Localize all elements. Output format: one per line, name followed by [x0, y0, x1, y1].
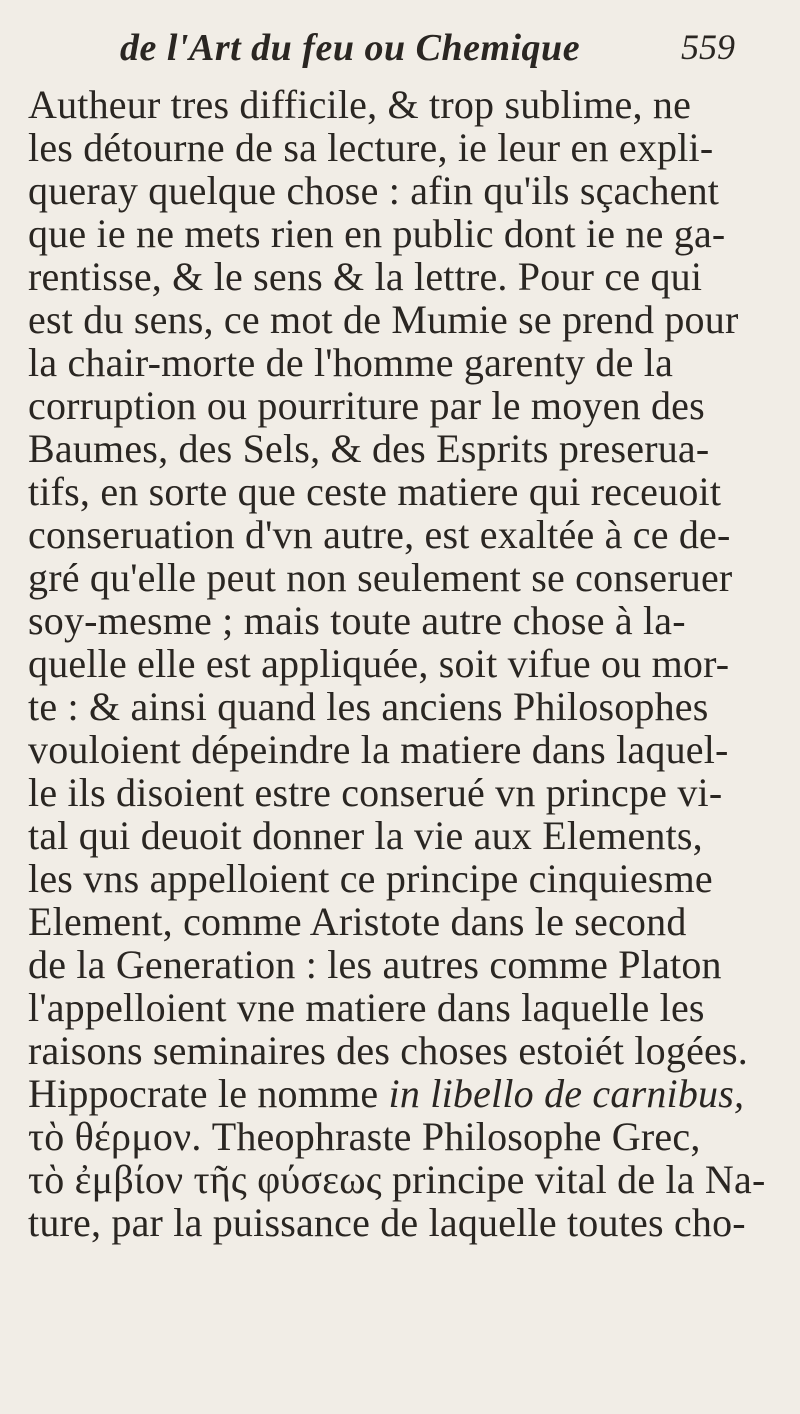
- text-line: rentisse, & le sens & la lettre. Pour ce qui: [28, 254, 703, 299]
- text-line: est du sens, ce mot de Mumie se prend pour: [28, 297, 739, 342]
- text-line: tifs, en sorte que ceste matiere qui receuoit: [28, 469, 722, 514]
- text-line: vouloient dépeindre la matiere dans laquel-: [28, 727, 729, 772]
- latin-title-italic: in libello de carnibus,: [388, 1071, 745, 1116]
- text-line: Autheur tres difficile, & trop sublime, ne: [28, 82, 692, 127]
- text-line: tal qui deuoit donner la vie aux Elements,: [28, 813, 703, 858]
- running-title: de l'Art du feu ou Chemique: [120, 27, 581, 69]
- text-line: quelle elle est appliquée, soit vifue ou mor-: [28, 641, 730, 686]
- text-line: ture, par la puissance de laquelle toutes cho-: [28, 1200, 746, 1245]
- text-line: [28, 1073, 744, 1115]
- page-number: 559: [681, 27, 735, 67]
- text-line: les vns appelloient ce principe cinquiesme: [28, 856, 713, 901]
- text-line: soy-mesme ; mais toute autre chose à la-: [28, 598, 686, 643]
- text-line: de la Generation : les autres comme Platon: [28, 942, 722, 987]
- text-line-start: Hippocrate le nomme: [28, 1071, 379, 1116]
- text-line: raisons seminaires des choses estoiét logées.: [28, 1028, 748, 1073]
- text-line: conseruation d'vn autre, est exaltée à ce de-: [28, 512, 731, 557]
- text-line: l'appelloient vne matiere dans laquelle les: [28, 985, 705, 1030]
- text-line: les détourne de sa lecture, ie leur en expli-: [28, 125, 714, 170]
- text-line: Element, comme Aristote dans le second: [28, 899, 687, 944]
- text-line: Baumes, des Sels, & des Esprits preserua-: [28, 426, 710, 471]
- text-line: que ie ne mets rien en public dont ie ne ga-: [28, 211, 726, 256]
- text-line: queray quelque chose : afin qu'ils sçachent: [28, 168, 720, 213]
- text-line: le ils disoient estre conserué vn princpe vi-: [28, 770, 723, 815]
- text-line: τὸ θέρμον. Theophraste Philosophe Grec,: [28, 1114, 701, 1159]
- text-line: la chair-morte de l'homme garenty de la: [28, 340, 674, 385]
- text-line: te : & ainsi quand les anciens Philosophes: [28, 684, 709, 729]
- text-line: corruption ou pourriture par le moyen des: [28, 383, 705, 428]
- text-line: τὸ ἐμβίον τῆς φύσεως principe vital de la Na-: [28, 1157, 766, 1202]
- text-line: gré qu'elle peut non seulement se conseruer: [28, 555, 733, 600]
